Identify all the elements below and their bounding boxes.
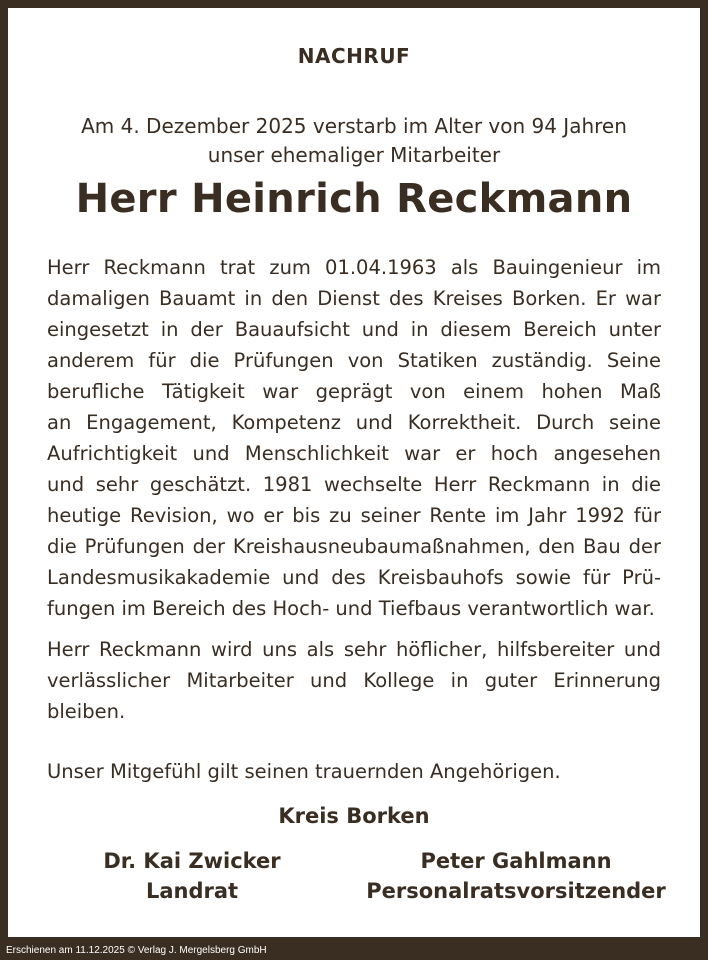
- signature-left: [92, 846, 292, 906]
- paragraph-line: Herr Reckmann wird uns als sehr höflicher, hilfsbereiter und: [47, 638, 661, 661]
- intro-line-2: unser ehemaliger Mitarbeiter: [207, 143, 501, 167]
- deceased-name: Herr Heinrich Reckmann: [75, 176, 633, 222]
- signatory-title: Landrat: [145, 879, 239, 903]
- paragraph-condolence: [47, 756, 661, 787]
- publication-footer: Erschienen am 11.12.2025 © Verlag J. Mergelsberg GmbH: [6, 945, 267, 956]
- paragraph-career: [47, 252, 661, 624]
- signatory-name: Dr. Kai Zwicker: [103, 849, 281, 873]
- paragraph-line: verlässlicher Mitarbeiter und Kollege in guter Erinnerung: [47, 669, 661, 692]
- paragraph-line: eingesetzt in der Bauaufsicht und in diesem Bereich unter: [47, 318, 661, 341]
- signatory-title: Personalratsvorsitzender: [366, 879, 666, 903]
- signature-right: [366, 846, 666, 906]
- obituary-notice: [8, 8, 700, 937]
- paragraph-line: damaligen Bauamt in den Dienst des Kreises Borken. Er war: [47, 287, 661, 310]
- paragraph-line: heutige Revision, wo er bis zu seiner Rente im Jahr 1992 für: [47, 504, 661, 527]
- paragraph-remembrance: [47, 634, 661, 727]
- paragraph-line: anderem für die Prüfungen von Statiken zuständig. Seine: [47, 349, 661, 372]
- intro-line-1: Am 4. Dezember 2025 verstarb im Alter von 94 Jahren: [81, 114, 627, 138]
- paragraph-line: Aufrichtigkeit und Menschlichkeit war er hoch angesehen: [47, 442, 661, 465]
- paragraph-line: berufliche Tätigkeit war geprägt von einem hohen Maß: [47, 380, 661, 403]
- signature-organization: Kreis Borken: [278, 804, 430, 828]
- signatory-name: Peter Gahlmann: [420, 849, 612, 873]
- paragraph-line: an Engagement, Kompetenz und Korrektheit. Durch seine: [47, 411, 661, 434]
- intro-text: [8, 112, 700, 170]
- paragraph-line: Unser Mitgefühl gilt seinen trauernden Angehörigen.: [47, 760, 561, 783]
- paragraph-line: Herr Reckmann trat zum 01.04.1963 als Bauingenieur im: [47, 256, 661, 279]
- paragraph-line: die Prüfungen der Kreishausneubaumaßnahmen, den Bau der: [47, 535, 661, 558]
- notice-heading: NACHRUF: [297, 44, 411, 68]
- paragraph-line: bleiben.: [47, 700, 126, 723]
- paragraph-line: fungen im Bereich des Hoch- und Tiefbaus verantwortlich war.: [47, 597, 655, 620]
- paragraph-line: Landesmusikakademie und des Kreisbauhofs sowie für Prü-: [47, 566, 661, 589]
- paragraph-line: und sehr geschätzt. 1981 wechselte Herr Reckmann in die: [47, 473, 661, 496]
